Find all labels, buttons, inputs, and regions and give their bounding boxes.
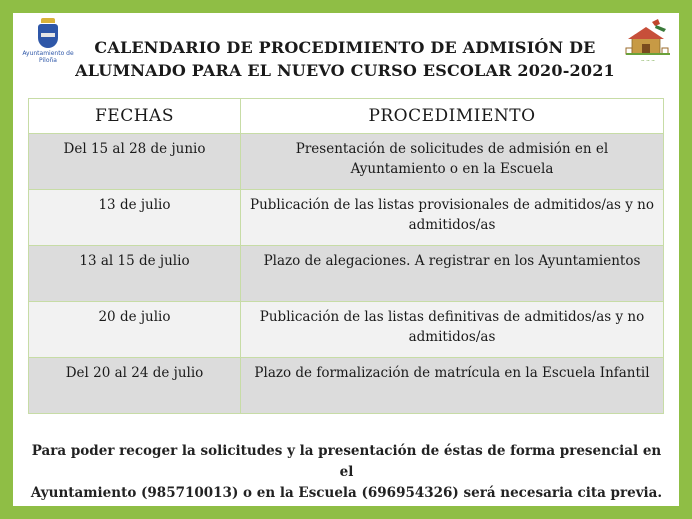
procedimiento-cell: Publicación de las listas definitivas de admitidos/as y no admitidos/as (241, 302, 664, 358)
footer-note (24, 441, 669, 504)
fecha-cell: 20 de julio (29, 302, 241, 358)
fecha-cell: Del 20 al 24 de julio (29, 358, 241, 414)
header-fechas: FECHAS (29, 99, 241, 134)
table-row (29, 246, 664, 302)
procedimiento-cell: Presentación de solicitudes de admisión en el Ayuntamiento o en la Escuela (241, 134, 664, 190)
footer-line-2: Ayuntamiento (985710013) o en la Escuela (696954326) será necesaria cita previa. (30, 485, 663, 501)
fecha-cell: Del 15 al 28 de junio (29, 134, 241, 190)
table-row (29, 302, 664, 358)
logo-caption: Ayuntamiento de Piloña (22, 50, 74, 64)
fecha-cell: 13 al 15 de julio (29, 246, 241, 302)
title-line-1: CALENDARIO DE PROCEDIMIENTO DE ADMISIÓN DE (94, 38, 596, 57)
table-row (29, 134, 664, 190)
procedimiento-cell: Plazo de formalización de matrícula en la Escuela Infantil (241, 358, 664, 414)
svg-text:~ ~ ~: ~ ~ ~ (640, 59, 656, 64)
procedimiento-cell: Plazo de alegaciones. A registrar en los Ayuntamientos (241, 246, 664, 302)
procedimiento-cell: Publicación de las listas provisionales de admitidos/as y no admitidos/as (241, 190, 664, 246)
header-procedimiento: PROCEDIMIENTO (241, 99, 664, 134)
footer-line-1: Para poder recoger la solicitudes y la presentación de éstas de forma presencial en el (31, 443, 662, 480)
table-row (29, 358, 664, 414)
crown-icon (41, 18, 55, 23)
admission-calendar-table (28, 98, 664, 414)
title-line-2: ALUMNADO PARA EL NUEVO CURSO ESCOLAR 2020-2021 (75, 61, 615, 80)
table-row (29, 190, 664, 246)
fecha-cell: 13 de julio (29, 190, 241, 246)
page-title (40, 36, 650, 82)
table-header-row (29, 99, 664, 134)
